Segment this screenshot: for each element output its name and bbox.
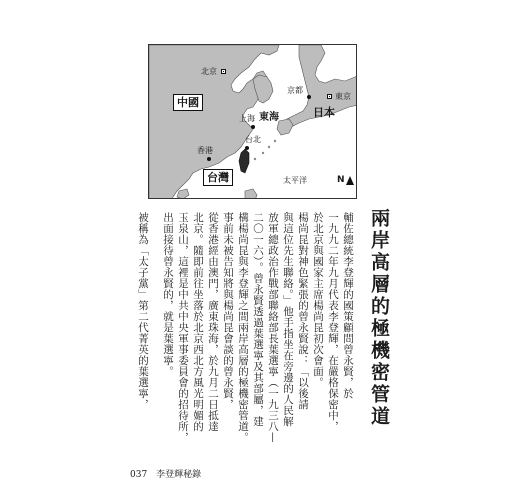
taipei-marker: [245, 146, 249, 150]
beijing-label: 北京: [201, 67, 217, 76]
taiwan-landmass: [239, 149, 249, 173]
north-arrow-icon: [346, 176, 354, 185]
hongkong-label: 香港: [197, 146, 213, 155]
hainan-landmass: [177, 189, 189, 199]
hongkong-marker: [207, 157, 211, 161]
north-label: N: [337, 175, 345, 185]
kyoto-marker: [307, 95, 311, 99]
china-label: 中國: [173, 94, 203, 111]
shanghai-marker: [251, 125, 255, 129]
body-column: 事前未被告知將與楊尚昆會談的曾永賢，: [222, 212, 234, 410]
tokyo-capital-marker: [327, 94, 332, 99]
ryukyu-island: [262, 152, 264, 154]
body-column: 一九九二年九月代表李登輝，在嚴格保密中，: [327, 212, 339, 432]
body-column: 放軍總政治作戰部聯絡部長葉選寧（一九三八—: [267, 212, 279, 443]
east-sea-label: 東海: [259, 112, 279, 123]
beijing-capital-marker: [221, 69, 226, 74]
ryukyu-island: [254, 158, 256, 160]
body-column: 從香港經由澳門，廣東珠海，於九月二日抵達: [207, 212, 219, 432]
body-column: 構楊尚昆與李登輝之間兩岸高層的極機密管道。: [237, 212, 249, 443]
ryukyu-island: [274, 140, 276, 142]
body-column: 出面接待曾永賢的，就是葉選寧。: [162, 212, 174, 377]
body-column: 輔佐總統李登輝的國策顧問曾永賢，於: [342, 212, 354, 399]
body-column: 玉泉山，這裡是中共中央軍事委員會的招待所，: [177, 212, 189, 443]
book-title: 李登輝秘錄: [156, 470, 202, 480]
article-title: 兩岸高層的極機密管道: [368, 208, 390, 428]
pacific-label: 太平洋: [283, 176, 307, 185]
body-column: 二〇一六）。曾永賢透過葉選寧及其部屬，建: [252, 212, 264, 427]
japan-label: 日本: [313, 106, 335, 119]
tokyo-label: 東京: [335, 92, 351, 101]
page-number: 037: [130, 470, 148, 480]
shanghai-label: 上海: [239, 114, 255, 123]
taiwan-label: 台灣: [203, 169, 233, 186]
body-column: 北京。隨即前往坐落於北京西北方風光明媚的: [192, 212, 204, 432]
body-column: 被稱為「太子黨」第二代菁英的葉選寧，: [137, 212, 149, 410]
page-footer: [130, 467, 201, 480]
philippines-landmass: [245, 189, 257, 199]
body-column: 楊尚昆對神色緊張的曾永賢說：「以後請: [297, 212, 309, 410]
kyushu-landmass: [277, 119, 293, 135]
ryukyu-island: [268, 146, 270, 148]
kyoto-label: 京都: [287, 86, 303, 95]
taipei-label: 台北: [245, 135, 261, 144]
map-figure: [148, 44, 357, 199]
body-column: 與這位先生聯絡。」他手指坐在旁邊的人民解: [282, 212, 294, 427]
body-column: 於北京與國家主席楊尚昆初次會面。: [312, 212, 324, 388]
